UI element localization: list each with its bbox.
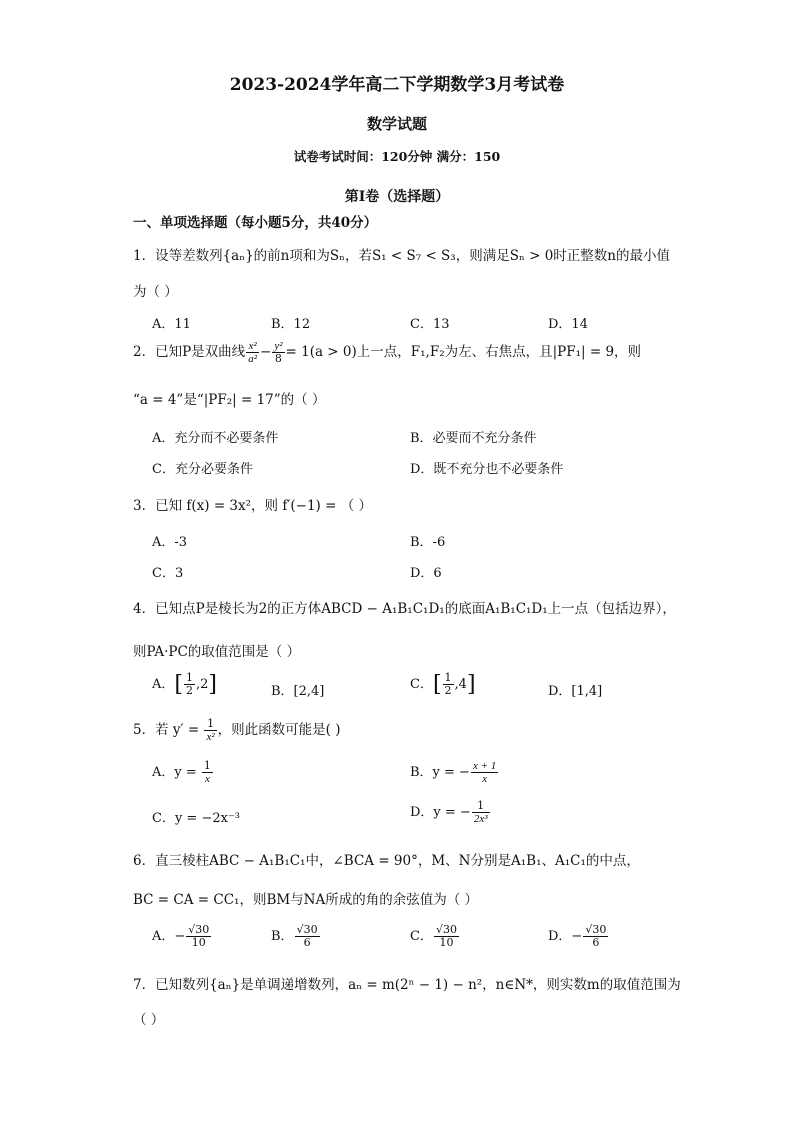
q2-option-b: B．必要而不充分条件 [410, 431, 537, 446]
q1-stem-cont: 为（ ） [133, 284, 178, 300]
q2-option-d: D．既不充分也不必要条件 [410, 462, 564, 477]
exam-subtitle: 数学试题 [366, 115, 427, 133]
q2-frac-x: $\frac{\text{x²}}{\text{a²}}$ [248, 340, 257, 365]
q5-option-a: A．y = $\frac{1}{x}$ [152, 759, 211, 785]
q4-option-a: A．[ $\frac{1}{2}$ ,2] [152, 671, 217, 697]
q5-stem: 5．若 y′ = $\frac{1}{\text{x²}}$ ，则此函数可能是( ) [133, 717, 341, 743]
q1-option-b: B．12 [271, 317, 311, 332]
q1-option-c: C．13 [410, 317, 450, 332]
q2-stem [133, 340, 641, 365]
q7-stem-cont: （ ） [133, 1012, 165, 1028]
exam-info: 试卷考试时间：120分钟 满分：150 [293, 149, 501, 164]
q4-stem-cont: 则PA·PC的取值范围是（ ） [133, 644, 301, 660]
q2-post: = 1(a > 0)上一点，F₁,F₂为左、右焦点，且|PF₁| = 9，则 [285, 344, 642, 360]
q4-stem: 4．已知点P是棱长为2的正方体ABCD − A₁B₁C₁D₁的底面A₁B₁C₁D₁上一点（包括边界）， [133, 601, 676, 617]
q6-stem-cont: BC = CA = CC₁，则BM与NA所成的角的余弦值为（ ） [133, 892, 479, 908]
q1-option-a: A．11 [152, 317, 191, 332]
q6-option-d: D．− $\frac{√30}{6}$ [548, 923, 607, 949]
q3-option-a: A．-3 [152, 535, 188, 550]
section-title: 第I卷（选择题） [344, 189, 450, 205]
q6-option-c: C． $\frac{√30}{10}$ [410, 923, 457, 949]
q4-option-c: C．[ $\frac{1}{2}$ ,4] [410, 671, 476, 697]
q6-option-b: B． $\frac{√30}{6}$ [271, 923, 318, 949]
q4-option-d: D．[1,4] [548, 684, 603, 699]
part-heading: 一、单项选择题（每小题5分，共40分） [133, 215, 378, 231]
q7-stem: 7．已知数列{aₙ}是单调递增数列，aₙ = m(2ⁿ − 1) − n²，n∈N*，则实数m的取值范围为 [133, 977, 681, 993]
q6-stem: 6．直三棱柱ABC − A₁B₁C₁中，∠BCA = 90°，M、N分别是A₁B₁、A₁C₁的中点， [133, 853, 640, 869]
q2-pre: 2．已知P是双曲线 [133, 344, 246, 360]
q5-option-b: B．y = − $\frac{x + 1}{x}$ [410, 760, 497, 785]
q2-stem-cont: “a = 4”是“|PF₂| = 17”的（ ） [133, 392, 326, 408]
q5-option-c: C．y = −2x⁻³ [152, 811, 241, 826]
q5-option-d: D．y = − $\frac{1}{\text{2x³}}$ [410, 799, 488, 825]
q3-option-d: D．6 [410, 566, 442, 581]
q2-frac-y: $\frac{\text{y²}}{8}$ [274, 340, 283, 365]
exam-title: 2023-2024学年高二下学期数学3月考试卷 [229, 75, 565, 95]
q2-option-c: C．充分必要条件 [152, 462, 253, 477]
q3-option-b: B．-6 [410, 535, 446, 550]
q3-stem: 3．已知 f(x) = 3x²，则 f′(−1) = （ ） [133, 498, 373, 514]
q1-stem: 1．设等差数列{aₙ}的前n项和为Sₙ，若S₁ < S₇ < S₃，则满足Sₙ > 0时正整数n的最小值 [133, 248, 670, 264]
q6-option-a: A．− $\frac{√30}{10}$ [152, 923, 210, 949]
q1-option-d: D．14 [548, 317, 588, 332]
q3-option-c: C．3 [152, 566, 184, 581]
q4-option-b: B．[2,4] [271, 684, 325, 699]
q2-option-a: A．充分而不必要条件 [152, 431, 279, 446]
q2-minus: − [260, 344, 272, 360]
